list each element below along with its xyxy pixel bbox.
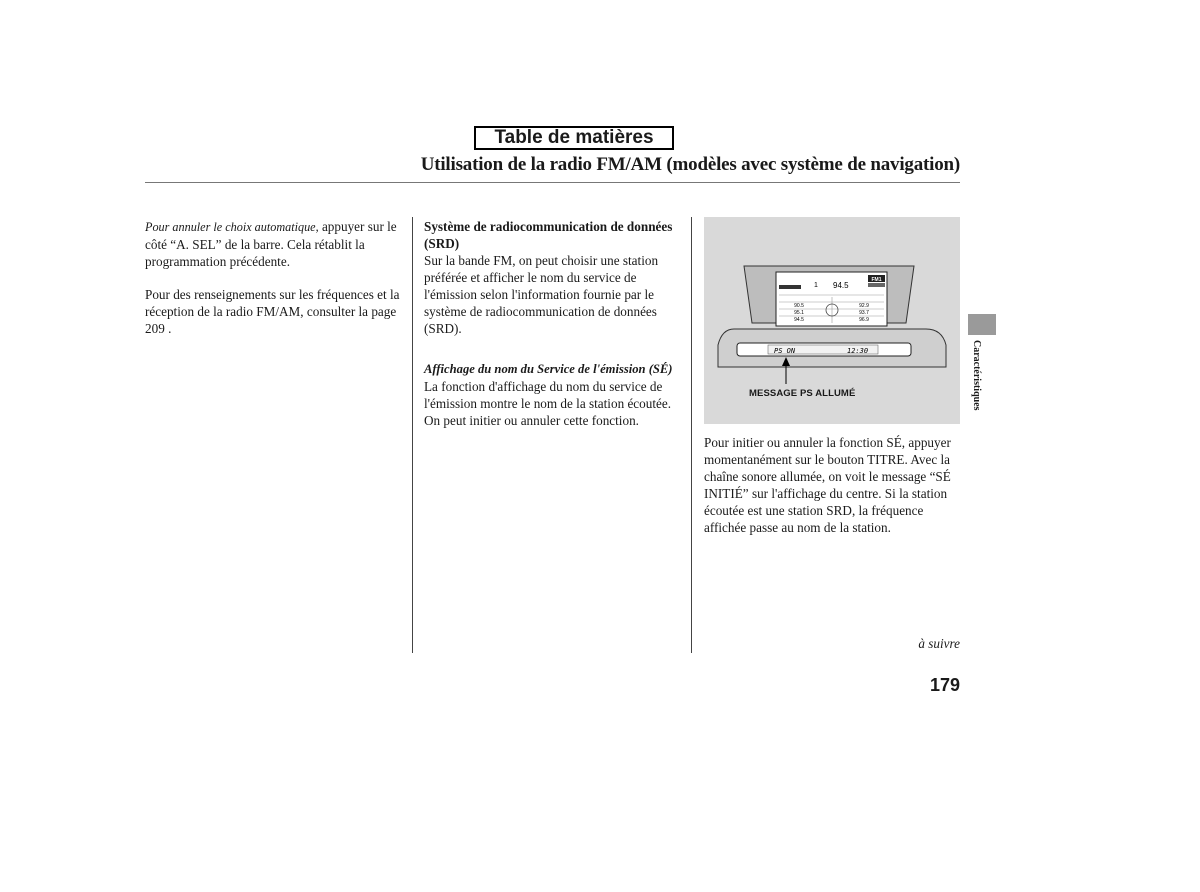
section-tab (968, 314, 996, 335)
preset-left-3: 94.5 (794, 317, 804, 323)
table-of-contents-button[interactable]: Table de matières (474, 126, 674, 150)
figure-caption: MESSAGE PS ALLUMÉ (749, 388, 856, 399)
radio-display-figure (704, 217, 960, 424)
rds-paragraph: Sur la bande FM, on peut choisir une station préférée et afficher le nom du service de l'émission selon l'information fournie par le système de radiocommunication de données (SRD). (424, 253, 659, 336)
ps-toggle-paragraph: Pour initier ou annuler la fonction SÉ, appuyer momentanément sur le bouton TITRE. Avec la chaîne sonore allumée, on voit le message “SÉ INITIÉ” sur l'affichage du centre. Si la station écoutée est une station SRD, la fréquence affichée passe au nom de la station. (704, 435, 951, 535)
band-label: FM1 (871, 277, 882, 283)
column-left (145, 218, 403, 353)
rds-heading: Système de radiocommunication de données (SRD) (424, 219, 673, 251)
auto-cancel-paragraph (145, 218, 403, 270)
frequency-readout: 94.5 (833, 281, 849, 290)
continued-note: à suivre (918, 636, 960, 651)
ps-subheading: Affichage du nom du Service de l'émission (SÉ) (424, 362, 673, 376)
column-divider-1 (412, 217, 413, 653)
column-divider-2 (691, 217, 692, 653)
page-number: 179 (929, 675, 960, 695)
preset-right-3: 96.9 (859, 317, 869, 323)
preset-right-1: 92.9 (859, 303, 869, 309)
column-middle (424, 218, 682, 445)
preset-right-2: 93.7 (859, 310, 869, 316)
preset-number: 1 (814, 282, 818, 289)
frequency-reference-paragraph: Pour des renseignements sur les fréquences et la réception de la radio FM/AM, consulter la page 209 . (145, 287, 400, 336)
clock-readout: 12:30 (847, 347, 869, 355)
preset-left-1: 90.5 (794, 303, 804, 309)
auto-cancel-lead: Pour annuler le choix automatique, (145, 220, 319, 234)
section-label: Caractéristiques (971, 340, 982, 411)
ps-on-readout: PS ON (774, 347, 796, 355)
page-title: Utilisation de la radio FM/AM (modèles avec système de navigation) (420, 154, 960, 175)
ps-paragraph: La fonction d'affichage du nom du service de l'émission montre le nom de la station écoutée. On peut initier ou annuler cette fonction. (424, 379, 672, 428)
column-right (704, 434, 962, 552)
title-divider (145, 182, 960, 183)
auto-cancel-text: appuyer sur le côté “A. SEL” de la barre. Cela rétablit la programmation précédente. (145, 219, 397, 269)
preset-left-2: 95.1 (794, 310, 804, 316)
